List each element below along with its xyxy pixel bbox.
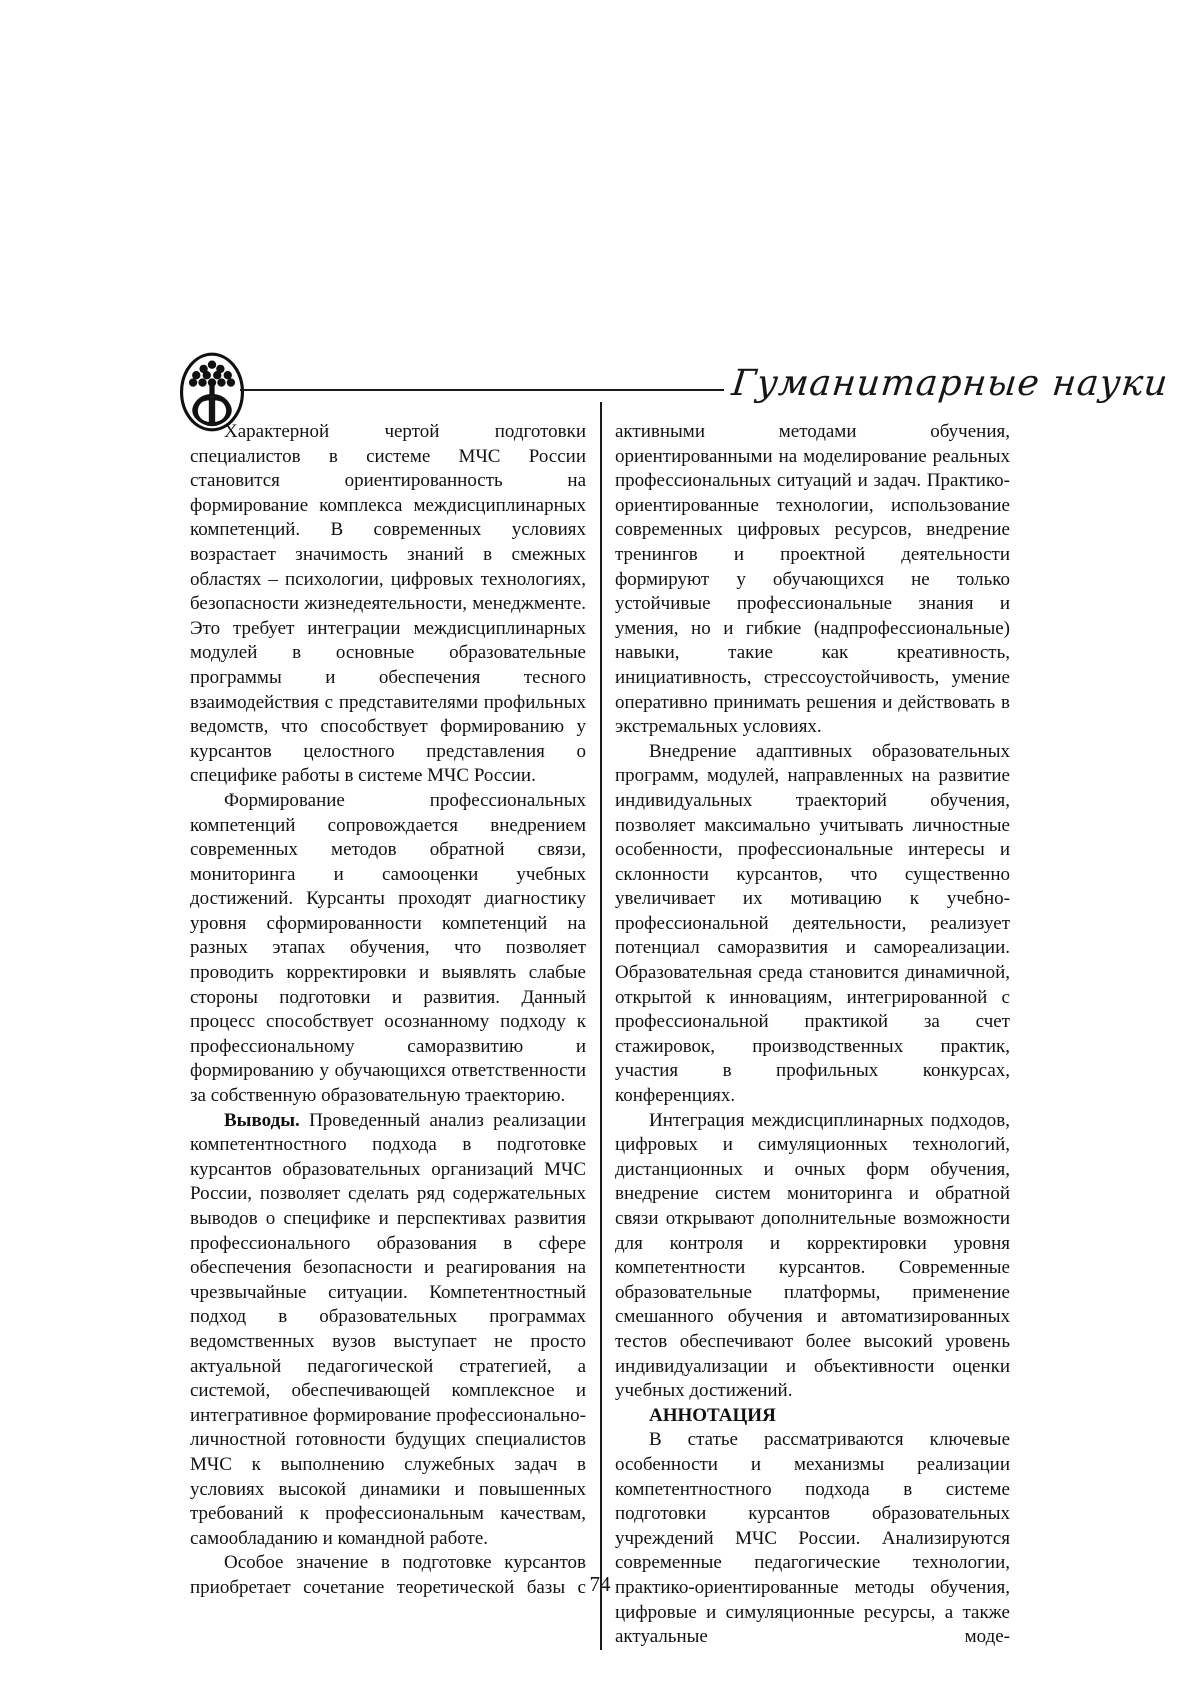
paragraph: В статье рассматриваются ключевые особенности и механизмы реализации компетентностного подхода в системе подготовки курсантов образовательных учреждений МЧС России. Анализируются современные педагогические технологии, практико-ориентированные методы обучения, цифровые и симуляционные ресурсы, а также актуальные моде-: [615, 1429, 1010, 1648]
paragraph: активными методами обучения, ориентированными на моделирование реальных профессиональных ситуаций и задач. Практико-ориентированные технологии, использование современных цифровых ресурсов, внедрение тренингов и проектной деятельности формируют у обучающихся не только устойчивые профессиональные знания и умения, но и гибкие (надпрофессиональные) навыки, такие как креативность, инициативность, стрессоустойчивость, умение оперативно принимать решения и действовать в экстремальных условиях.: [615, 421, 1010, 738]
journal-title: Гуманитарные науки: [729, 362, 1171, 404]
section-heading: АННОТАЦИЯ: [649, 1404, 776, 1426]
paragraph: Внедрение адаптивных образовательных программ, модулей, направленных на развитие индивидуальных траекторий обучения, позволяет максимально учитывать личностные особенности, профессиональные интересы и склонности курсантов, что существенно увеличивает их мотивацию к учебно-профессиональной деятельности, реализует потенциал саморазвития и самореализации. Образовательная среда становится динамичной, открытой к инновациям, интегрированной с профессиональной практикой за счет стажировок, производственных практик, участия в профильных конкурсах, конференциях.: [615, 740, 1010, 1107]
right-column: [602, 420, 1010, 1650]
paragraph: Характерной чертой подготовки специалистов в системе МЧС России становится ориентированность на формирование комплекса междисциплинарных компетенций. В современных условиях возрастает значимость знаний в смежных областях – психологии, цифровых технологиях, безопасности жизнедеятельности, менеджменте. Это требует интеграции междисциплинарных модулей в основные образовательные программы и обеспечения тесного взаимодействия с представителями профильных ведомств, что способствует формированию у курсантов целостного представления о специфике работы в системе МЧС России.: [190, 421, 586, 787]
page-header: [178, 338, 1171, 428]
header-rule: [240, 389, 724, 391]
paragraph: Интеграция междисциплинарных подходов, цифровых и симуляционных технологий, дистанционных и очных форм обучения, внедрение систем мониторинга и обратной связи открывают дополнительные возможности для контроля и корректировки уровня компетентности курсантов. Современные образовательные платформы, применение смешанного обучения и автоматизированных тестов обеспечивают более высокий уровень индивидуализации и объективности оценки учебных достижений.: [615, 1109, 1010, 1402]
paragraph: Формирование профессиональных компетенций сопровождается внедрением современных методов обратной связи, мониторинга и самооценки учебных достижений. Курсанты проходят диагностику уровня сформированности компетенций на разных этапах обучения, что позволяет проводить корректировки и выявлять слабые стороны подготовки и развития. Данный процесс способствует осознанному подходу к профессиональному саморазвитию и формированию у обучающихся ответственности за собственную образовательную траекторию.: [190, 789, 586, 1107]
left-column: [190, 420, 600, 1650]
paragraph-lead: Выводы.: [224, 1109, 310, 1131]
paragraph: Особое значение в подготовке курсантов приобретает сочетание теоретической базы с: [190, 1552, 586, 1598]
article-columns: [190, 420, 1010, 1650]
paragraph: Выводы. Проведенный анализ реализации компетентностного подхода в подготовке курсантов образовательных организаций МЧС России, позволяет сделать ряд содержательных выводов о специфике и перспективах развития профессионального образования в сфере обеспечения безопасности и реагирования на чрезвычайные ситуации. Компетентностный подход в образовательных программах ведомственных вузов выступает не просто актуальной педагогической стратегией, а системой, обеспечивающей комплексное и интегративное формирование профессионально-личностной готовности будущих специалистов МЧС к выполнению служебных задач в условиях высокой динамики и повышенных требований к профессиональным качествам, самообладанию и командной работе.: [190, 1109, 586, 1549]
page-number: 74: [589, 1572, 611, 1596]
